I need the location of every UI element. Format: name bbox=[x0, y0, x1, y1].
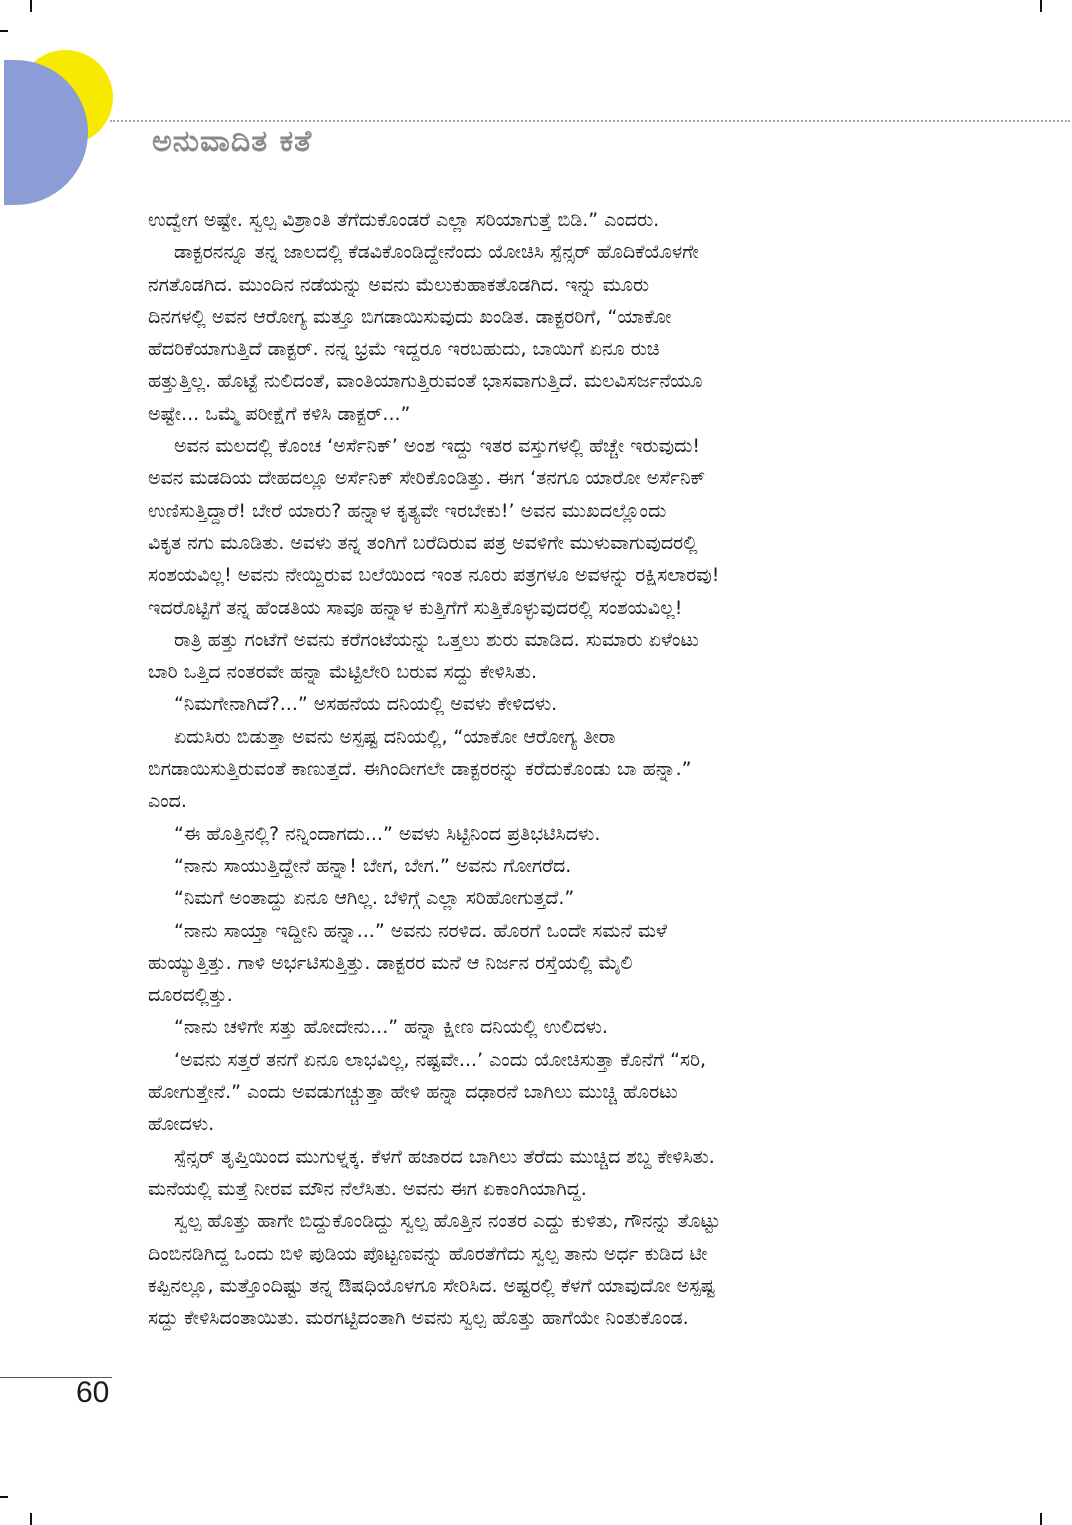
text-line: ಹುಯ್ಯುತ್ತಿತ್ತು. ಗಾಳಿ ಅರ್ಭಟಿಸುತ್ತಿತ್ತು. ಡಾಕ್ಟರರ ಮನೆ ಆ ನಿರ್ಜನ ರಸ್ತೆಯಲ್ಲಿ ಮೈಲಿ bbox=[148, 951, 633, 974]
story-paragraph bbox=[148, 818, 948, 850]
text-line: ದಿನಗಳಲ್ಲಿ ಅವನ ಆರೋಗ್ಯ ಮತ್ತೂ ಬಿಗಡಾಯಿಸುವುದು ಖಂಡಿತ. ಡಾಕ್ಟರರಿಗೆ, “ಯಾಕೋ bbox=[148, 305, 672, 328]
story-paragraph bbox=[148, 1205, 948, 1334]
text-line: ದೂರದಲ್ಲಿತ್ತು. bbox=[148, 984, 233, 1007]
text-line: ಇದರೊಟ್ಟಿಗೆ ತನ್ನ ಹೆಂಡತಿಯ ಸಾವೂ ಹನ್ನಾಳ ಕುತ್ತಿಗೆಗೆ ಸುತ್ತಿಕೊಳ್ಳುವುದರಲ್ಲಿ ಸಂಶಯವಿಲ್ಲ! bbox=[148, 596, 683, 619]
story-body bbox=[148, 204, 948, 1334]
text-line: ಹೋಗುತ್ತೇನೆ.” ಎಂದು ಅವಡುಗಚ್ಚುತ್ತಾ ಹೇಳಿ ಹನ್ನಾ ದಢಾರನೆ ಬಾಗಿಲು ಮುಚ್ಚಿ ಹೊರಟು bbox=[148, 1081, 678, 1104]
story-paragraph bbox=[148, 850, 948, 882]
text-line: ಡಾಕ್ಟರನನ್ನೂ ತನ್ನ ಜಾಲದಲ್ಲಿ ಕೆಡವಿಕೊಂಡಿದ್ದೇನೆಂದು ಯೋಚಿಸಿ ಸ್ಪೆನ್ಸರ್ ಹೊದಿಕೆಯೊಳಗೇ bbox=[174, 241, 699, 264]
text-line: “ನಿಮಗೇನಾಗಿದೆ?...” ಅಸಹನೆಯ ದನಿಯಲ್ಲಿ ಅವಳು ಕೇಳಿದಳು. bbox=[174, 693, 558, 716]
text-line: ಉದ್ವೇಗ ಅಷ್ಟೇ. ಸ್ವಲ್ಪ ವಿಶ್ರಾಂತಿ ತೆಗೆದುಕೊಂಡರೆ ಎಲ್ಲಾ ಸರಿಯಾಗುತ್ತೆ ಬಿಡಿ.” ಎಂದರು. bbox=[148, 209, 660, 231]
story-paragraph bbox=[148, 204, 948, 236]
story-paragraph bbox=[148, 236, 948, 430]
text-line: ಎಂದ. bbox=[148, 790, 187, 813]
text-line: ಅಷ್ಟೇ... ಒಮ್ಮೆ ಪರೀಕ್ಷೆಗೆ ಕಳಿಸಿ ಡಾಕ್ಟರ್...” bbox=[148, 402, 411, 425]
story-paragraph bbox=[148, 688, 948, 720]
story-paragraph bbox=[148, 882, 948, 914]
crop-mark-left-lower bbox=[0, 1496, 8, 1498]
section-title: ಅನುವಾದಿತ ಕತೆ bbox=[152, 124, 313, 159]
text-line: ಹೋದಳು. bbox=[148, 1113, 215, 1136]
crop-mark-bottom-right bbox=[1040, 1513, 1042, 1525]
text-line: ಸ್ಪೆನ್ಸರ್ ತೃಪ್ತಿಯಿಂದ ಮುಗುಳ್ನಕ್ಕ. ಕೆಳಗೆ ಹಜಾರದ ಬಾಗಿಲು ತೆರೆದು ಮುಚ್ಚಿದ ಶಬ್ದ ಕೇಳಿಸಿತು. bbox=[174, 1145, 715, 1168]
crop-mark-top-left bbox=[30, 0, 32, 12]
story-paragraph bbox=[148, 430, 948, 624]
story-paragraph bbox=[148, 624, 948, 689]
text-line: ಕಪ್ಪಿನಲ್ಲೂ, ಮತ್ತೊಂದಿಷ್ಟು ತನ್ನ ಔಷಧಿಯೊಳಗೂ ಸೇರಿಸಿದ. ಅಷ್ಟರಲ್ಲಿ ಕೆಳಗೆ ಯಾವುದೋ ಅಸ್ಪಷ್ಟ bbox=[148, 1274, 716, 1297]
crop-mark-bottom-left bbox=[30, 1513, 32, 1525]
text-line: ‘ಅವನು ಸತ್ತರೆ ತನಗೆ ಏನೂ ಲಾಭವಿಲ್ಲ, ನಷ್ಟವೇ...’ ಎಂದು ಯೋಚಿಸುತ್ತಾ ಕೊನೆಗೆ “ಸರಿ, bbox=[174, 1048, 707, 1071]
text-line: “ನಾನು ಸಾಯ್ತಾ ಇದ್ದೀನಿ ಹನ್ನಾ...” ಅವನು ನರಳಿದ. ಹೊರಗೆ ಒಂದೇ ಸಮನೆ ಮಳೆ bbox=[174, 919, 667, 942]
text-line: ಹೆದರಿಕೆಯಾಗುತ್ತಿದೆ ಡಾಕ್ಟರ್. ನನ್ನ ಭ್ರಮೆ ಇದ್ದರೂ ಇರಬಹುದು, ಬಾಯಿಗೆ ಏನೂ ರುಚಿ bbox=[148, 338, 660, 361]
text-line: ನಗತೊಡಗಿದ. ಮುಂದಿನ ನಡೆಯನ್ನು ಅವನು ಮೆಲುಕುಹಾಕತೊಡಗಿದ. ಇನ್ನು ಮೂರು bbox=[148, 273, 650, 296]
text-line: “ನಿಮಗೆ ಅಂತಾದ್ದು ಏನೂ ಆಗಿಲ್ಲ. ಬೆಳಿಗ್ಗೆ ಎಲ್ಲಾ ಸರಿಹೋಗುತ್ತದೆ.” bbox=[174, 887, 575, 910]
text-line: ದಿಂಬಿನಡಿಗಿದ್ದ ಒಂದು ಬಿಳಿ ಪುಡಿಯ ಪೊಟ್ಟಣವನ್ನು ಹೊರತೆಗೆದು ಸ್ವಲ್ಪ ತಾನು ಅರ್ಧ ಕುಡಿದ ಟೀ bbox=[148, 1242, 708, 1265]
text-line: ಉಣಿಸುತ್ತಿದ್ದಾರೆ! ಬೇರೆ ಯಾರು? ಹನ್ನಾಳ ಕೃತ್ಯವೇ ಇರಬೇಕು!’ ಅವನ ಮುಖದಲ್ಲೊಂದು bbox=[148, 499, 667, 522]
story-paragraph bbox=[148, 1044, 948, 1141]
crop-mark-left-upper bbox=[0, 30, 8, 32]
text-line: ಏದುಸಿರು ಬಿಡುತ್ತಾ ಅವನು ಅಸ್ಪಷ್ಟ ದನಿಯಲ್ಲಿ, “ಯಾಕೋ ಆರೋಗ್ಯ ತೀರಾ bbox=[174, 725, 616, 748]
story-paragraph bbox=[148, 721, 948, 818]
story-paragraph bbox=[148, 1011, 948, 1043]
text-line: ಬಿಗಡಾಯಿಸುತ್ತಿರುವಂತೆ ಕಾಣುತ್ತದೆ. ಈಗಿಂದೀಗಲೇ ಡಾಕ್ಟರರನ್ನು ಕರೆದುಕೊಂಡು ಬಾ ಹನ್ನಾ.” bbox=[148, 758, 692, 781]
header-dotted-rule bbox=[110, 120, 1070, 122]
page-number: 60 bbox=[76, 1376, 110, 1409]
text-line: ವಿಕೃತ ನಗು ಮೂಡಿತು. ಅವಳು ತನ್ನ ತಂಗಿಗೆ ಬರೆದಿರುವ ಪತ್ರ ಅವಳಿಗೇ ಮುಳುವಾಗುವುದರಲ್ಲಿ bbox=[148, 531, 698, 554]
text-line: ಸ್ವಲ್ಪ ಹೊತ್ತು ಹಾಗೇ ಬಿದ್ದುಕೊಂಡಿದ್ದು ಸ್ವಲ್ಪ ಹೊತ್ತಿನ ನಂತರ ಎದ್ದು ಕುಳಿತು, ಗೌನನ್ನು ತೊಟ್ಟು bbox=[174, 1210, 721, 1233]
crop-mark-top-right bbox=[1040, 0, 1042, 12]
story-paragraph bbox=[148, 915, 948, 1012]
text-line: “ನಾನು ಚಳಿಗೇ ಸತ್ತು ಹೋದೇನು...” ಹನ್ನಾ ಕ್ಷೀಣ ದನಿಯಲ್ಲಿ ಉಲಿದಳು. bbox=[174, 1016, 608, 1039]
text-line: ಸಂಶಯವಿಲ್ಲ! ಅವನು ನೇಯ್ದಿರುವ ಬಲೆಯಿಂದ ಇಂತ ನೂರು ಪತ್ರಗಳೂ ಅವಳನ್ನು ರಕ್ಷಿಸಲಾರವು! bbox=[148, 564, 720, 587]
text-line: “ನಾನು ಸಾಯುತ್ತಿದ್ದೇನೆ ಹನ್ನಾ! ಬೇಗ, ಬೇಗ.” ಅವನು ಗೋಗರೆದ. bbox=[174, 854, 572, 877]
story-paragraph bbox=[148, 1141, 948, 1206]
text-line: ಹತ್ತುತ್ತಿಲ್ಲ. ಹೊಟ್ಟೆ ನುಲಿದಂತೆ, ವಾಂತಿಯಾಗುತ್ತಿರುವಂತೆ ಭಾಸವಾಗುತ್ತಿದೆ. ಮಲವಿಸರ್ಜನೆಯೂ bbox=[148, 370, 703, 393]
text-line: “ಈ ಹೊತ್ತಿನಲ್ಲಿ? ನನ್ನಿಂದಾಗದು...” ಅವಳು ಸಿಟ್ಟಿನಿಂದ ಪ್ರತಿಭಟಿಸಿದಳು. bbox=[174, 822, 601, 845]
text-line: ಬಾರಿ ಒತ್ತಿದ ನಂತರವೇ ಹನ್ನಾ ಮೆಟ್ಟಿಲೇರಿ ಬರುವ ಸದ್ದು ಕೇಳಿಸಿತು. bbox=[148, 661, 538, 684]
text-line: ಸದ್ದು ಕೇಳಿಸಿದಂತಾಯಿತು. ಮರಗಟ್ಟಿದಂತಾಗಿ ಅವನು ಸ್ವಲ್ಪ ಹೊತ್ತು ಹಾಗೆಯೇ ನಿಂತುಕೊಂಡ. bbox=[148, 1307, 689, 1330]
text-line: ಅವನ ಮಡದಿಯ ದೇಹದಲ್ಲೂ ಅರ್ಸೆನಿಕ್ ಸೇರಿಕೊಂಡಿತ್ತು. ಈಗ ‘ತನಗೂ ಯಾರೋ ಅರ್ಸೆನಿಕ್ bbox=[148, 467, 706, 490]
text-line: ಅವನ ಮಲದಲ್ಲಿ ಕೊಂಚ ‘ಅರ್ಸೆನಿಕ್’ ಅಂಶ ಇದ್ದು ಇತರ ವಸ್ತುಗಳಲ್ಲಿ ಹೆಚ್ಚೇ ಇರುವುದು! bbox=[174, 435, 701, 458]
text-line: ಮನೆಯಲ್ಲಿ ಮತ್ತೆ ನೀರವ ಮೌನ ನೆಲೆಸಿತು. ಅವನು ಈಗ ಏಕಾಂಗಿಯಾಗಿದ್ದ. bbox=[148, 1177, 587, 1200]
text-line: ರಾತ್ರಿ ಹತ್ತು ಗಂಟೆಗೆ ಅವನು ಕರೆಗಂಟೆಯನ್ನು ಒತ್ತಲು ಶುರು ಮಾಡಿದ. ಸುಮಾರು ಏಳೆಂಟು bbox=[174, 628, 699, 651]
